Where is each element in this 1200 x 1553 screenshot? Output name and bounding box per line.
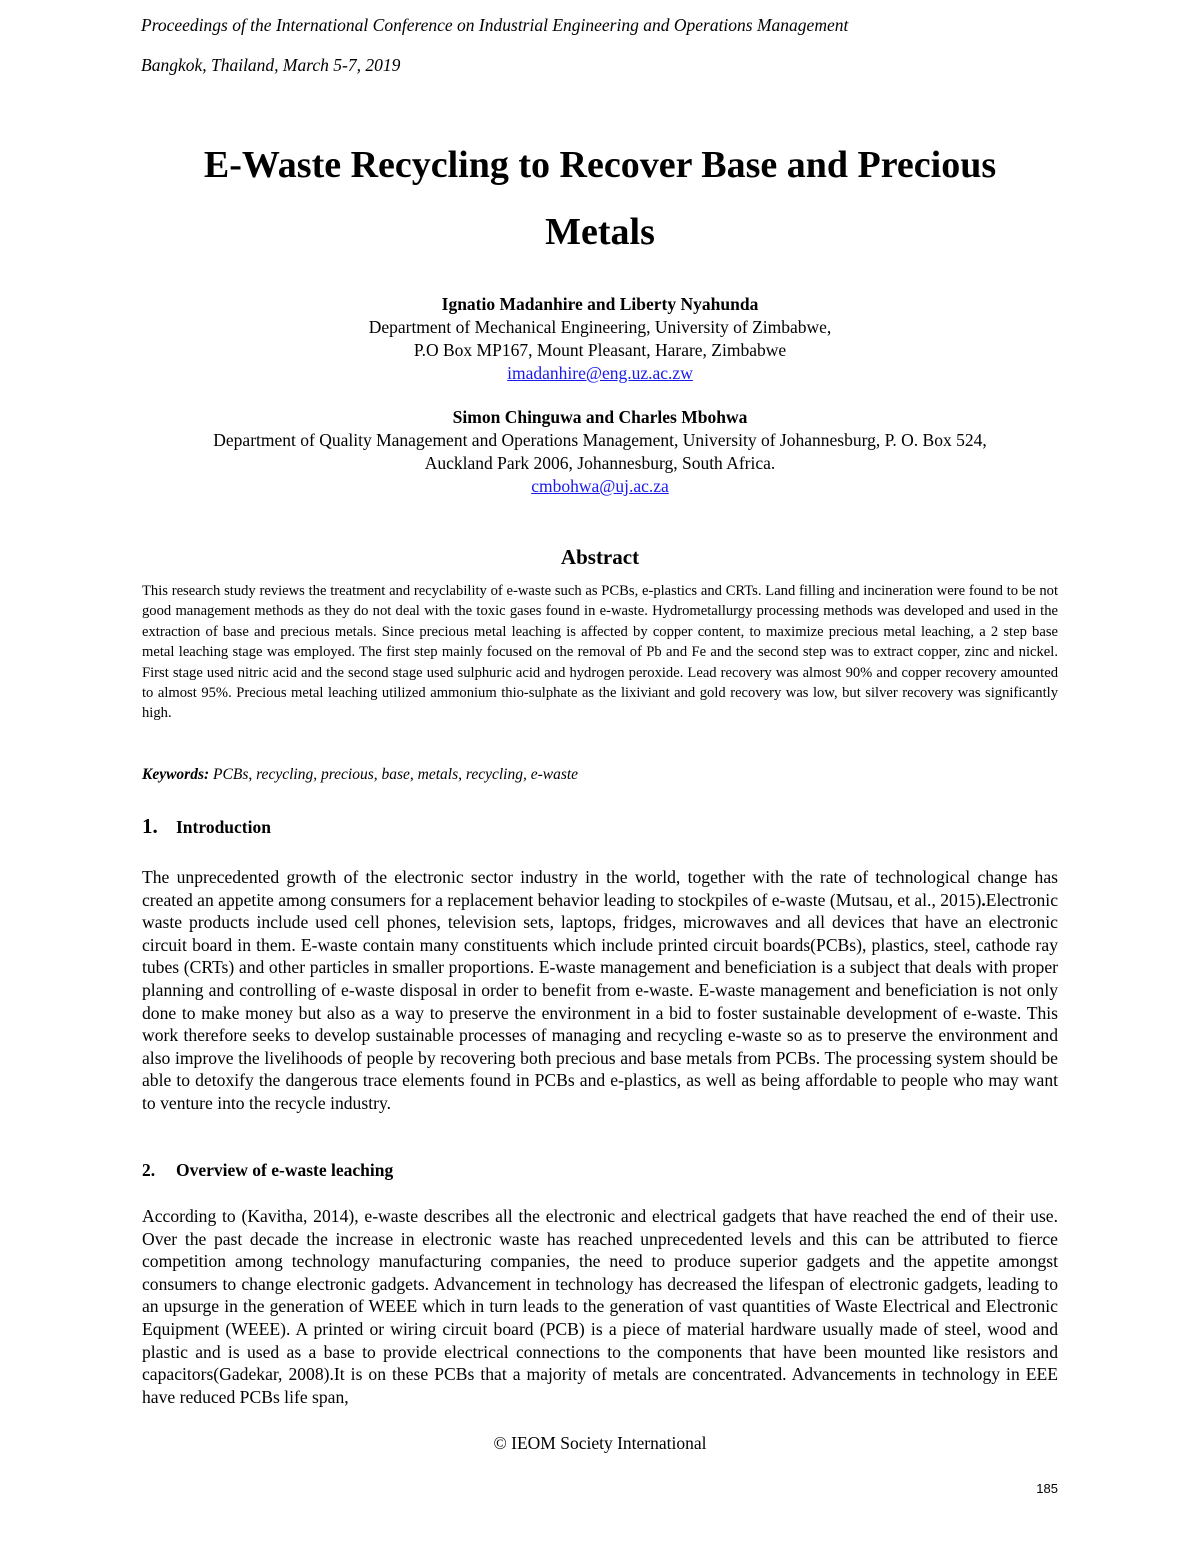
keywords-label: Keywords: (142, 766, 210, 783)
page-number: 185 (1036, 1481, 1058, 1496)
section-title-1: Introduction (176, 817, 271, 837)
section-text-1-part-a: The unprecedented growth of the electronic sector industry in the world, together with the rate of technological change has created an appetite among consumers for a replacement behavior leading to stockpiles of e-waste (Mutsau, et al., 2015) (142, 867, 1058, 910)
conference-location-date: Bangkok, Thailand, March 5-7, 2019 (141, 55, 401, 75)
author-affiliation-1a: Department of Mechanical Engineering, University of Zimbabwe, (368, 317, 832, 337)
paper-title (100, 132, 1100, 266)
author-names-2: Simon Chinguwa and Charles Mbohwa (452, 407, 748, 427)
paper-title-line1: E-Waste Recycling to Recover Base and Precious (203, 144, 997, 186)
section-text-1-part-b: Electronic waste products include used cell phones, television sets, laptops, fridges, microwaves and all devices that have an electronic circuit board in them. E-waste contain many constituents which include printed circuit boards(PCBs), plastics, steel, cathode ray tubes (CRTs) and other particles in smaller proportions. E-waste management and beneficiation is a subject that deals with proper planning and controlling of e-waste disposal in order to benefit from e-waste. E-waste management and beneficiation is not only done to make money but also as a way to preserve the environment in a bid to foster sustainable development of e-waste. This work therefore seeks to develop sustainable processes of managing and recycling e-waste so as to preserve the environment and also improve the livelihoods of people by recovering both precious and base metals from PCBs. The processing system should be able to detoxify the dangerous trace elements found in PCBs and e-plastics, as well as being affordable to people who may want to venture into the recycle industry. (142, 889, 1059, 1113)
author-affiliation-2b: Auckland Park 2006, Johannesburg, South Africa. (424, 453, 776, 473)
author-email-link-2[interactable]: cmbohwa@uj.ac.za (531, 476, 669, 496)
section-number-2: 2. (142, 1160, 156, 1180)
section-text-1 (142, 866, 1058, 1115)
copyright-footer: © IEOM Society International (493, 1433, 707, 1453)
author-affiliation-1b: P.O Box MP167, Mount Pleasant, Harare, Zimbabwe (413, 340, 787, 360)
keywords-line (142, 766, 578, 784)
author-email-link-1[interactable]: imadanhire@eng.uz.ac.zw (507, 363, 693, 383)
paper-title-line2: Metals (545, 211, 655, 253)
section-text-2: According to (Kavitha, 2014), e-waste describes all the electronic and electrical gadgets that have reached the end of their use. Over the past decade the increase in electronic waste has reached unprecedented levels and this can be attributed to fierce competition among technology manufacturing companies, the need to produce superior gadgets and the appetite amongst consumers to change electronic gadgets. Advancement in technology has decreased the lifespan of electronic gadgets, leading to an upsurge in the generation of WEEE which in turn leads to the generation of vast quantities of Waste Electrical and Electronic Equipment (WEEE). A printed or wiring circuit board (PCB) is a piece of material hardware usually made of steel, wood and plastic and is used as a base to provide electrical connections to the components that have been mounted like resistors and capacitors(Gadekar, 2008).It is on these PCBs that a majority of metals are concentrated. Advancements in technology in EEE have reduced PCBs life span, (142, 1206, 1058, 1407)
section-heading-1 (142, 814, 271, 839)
section-heading-2 (142, 1160, 393, 1181)
keywords-text: PCBs, recycling, precious, base, metals, recycling, e-waste (209, 766, 579, 783)
author-email-row-2 (100, 475, 1100, 497)
author-names-1: Ignatio Madanhire and Liberty Nyahunda (441, 294, 759, 314)
section-number-1: 1. (142, 814, 158, 838)
section-title-2: Overview of e-waste leaching (176, 1160, 394, 1180)
author-affiliation-2a: Department of Quality Management and Operations Management, University of Johannesburg, P. O. Box 524, (213, 430, 987, 450)
section-text-1-bold-period: . (981, 889, 986, 910)
abstract-text: This research study reviews the treatment and recyclability of e-waste such as PCBs, e-plastics and CRTs. Land filling and incineration were found to be not good management methods as they do not deal with the toxic gases found in e-waste. Hydrometallurgy processing methods was developed and used in the extraction of base and precious metals. Since precious metal leaching is affected by copper content, to maximize precious metal leaching, a 2 step base metal leaching stage was employed. The first step mainly focused on the removal of Pb and Fe and the second step was to extract copper, zinc and nickel. First stage used nitric acid and the second stage used sulphuric acid and hydrogen peroxide. Lead recovery was almost 90% and copper recovery amounted to almost 95%. Precious metal leaching utilized ammonium thio-sulphate as the lixiviant and gold recovery was low, but silver recovery was significantly high. (142, 583, 1058, 722)
abstract-heading: Abstract (560, 545, 640, 569)
author-email-row-1 (100, 362, 1100, 384)
conference-header: Proceedings of the International Conference on Industrial Engineering and Operations Management (141, 15, 849, 35)
